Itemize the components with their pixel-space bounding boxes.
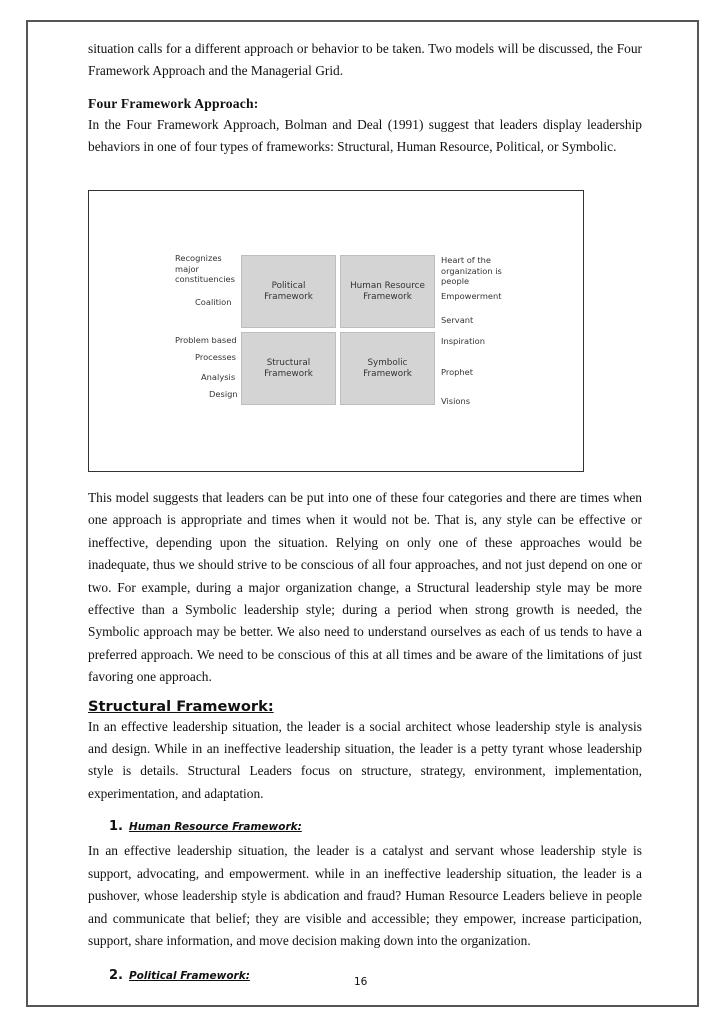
page-number: 16: [354, 976, 368, 988]
figure-label-prophet: Prophet: [441, 367, 474, 377]
figure-label-problem-based: Problem based: [175, 335, 237, 345]
quadrant-structural: Structural Framework: [241, 332, 336, 405]
figure-label-recognizes: Recognizes major constituencies: [175, 253, 235, 285]
figure-label-servant: Servant: [441, 315, 474, 325]
page-content-lower: [88, 487, 642, 983]
quadrant-political: Political Framework: [241, 255, 336, 328]
hr-heading-label: Human Resource Framework:: [128, 821, 302, 834]
four-framework-figure: [88, 190, 584, 472]
hr-number: 1.: [109, 819, 123, 835]
figure-label-visions: Visions: [441, 396, 471, 406]
structural-heading: Structural Framework:: [88, 697, 274, 715]
figure-label-coalition: Coalition: [195, 297, 232, 307]
figure-label-analysis: Analysis: [201, 372, 236, 382]
hr-heading: [109, 819, 642, 834]
intro-paragraph: situation calls for a different approach or behavior to be taken. Two models will be discussed, the Four Framework Approach and the Managerial Grid.: [88, 41, 642, 79]
figure-label-empowerment: Empowerment: [441, 291, 502, 301]
figure-label-processes: Processes: [195, 352, 236, 362]
political-heading: [109, 968, 642, 983]
structural-paragraph: In an effective leadership situation, the leader is a social architect whose leadership style is analysis and design. While in an ineffective leadership situation, the leader is a petty tyrant whose leadership style is details. Structural Leaders focus on structure, strategy, environment, implementation, experimentation, and adaptation.: [88, 718, 642, 801]
quadrant-human-resource: Human Resource Framework: [340, 255, 435, 328]
page-content: [88, 38, 642, 159]
figure-label-heart: Heart of the organization is people: [441, 255, 502, 287]
four-framework-paragraph: In the Four Framework Approach, Bolman and Deal (1991) suggest that leaders display leadership behaviors in one of four types of frameworks: Structural, Human Resource, Political, or Symbolic.: [88, 116, 642, 155]
figure-label-design: Design: [209, 389, 238, 399]
hr-paragraph: In an effective leadership situation, the leader is a catalyst and servant whose leadership style is support, advocating, and empowerment. while in an ineffective leadership situation, the leader is a pushover, whose leadership style is abdication and fraud? Human Resource Leaders believe in people and communicate that belief; they are visible and accessible; they empower, increase participation, support, share information, and move decision making down into the organization.: [88, 843, 642, 948]
quadrant-symbolic: Symbolic Framework: [340, 332, 435, 405]
figure-label-inspiration: Inspiration: [441, 336, 485, 346]
political-heading-label: Political Framework:: [128, 970, 250, 983]
model-paragraph: This model suggests that leaders can be put into one of these four categories and there are times when one approach is appropriate and times when it would not be. That is, any style can be effective or ineffective, depending upon the situation. Relying on only one of these approaches would be inadequate, thus we should strive to be conscious of all four approaches, and not just depend on one or two. For example, during a major organization change, a Structural leadership style may be more effective than a Symbolic leadership style; during a period when strong growth is needed, the Symbolic approach may be better. We also need to understand ourselves as each of us tends to have a preferred approach. We need to be conscious of this at all times and be aware of the limitations of just favoring one approach.: [88, 490, 642, 685]
four-framework-heading: Four Framework Approach:: [88, 95, 259, 111]
political-number: 2.: [109, 968, 123, 984]
